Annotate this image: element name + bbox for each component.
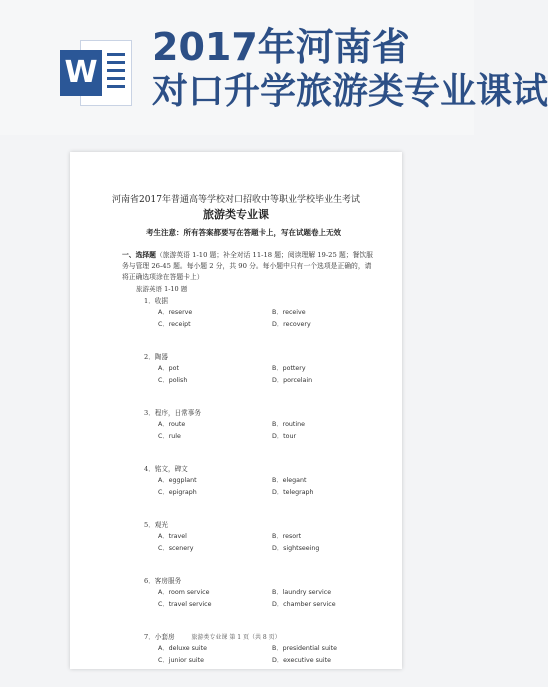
question-stem: 1．收据 xyxy=(144,297,168,305)
option-b: B．laundry service xyxy=(272,589,332,596)
option-b: B．presidential suite xyxy=(272,645,338,652)
option-d: D．sightseeing xyxy=(272,545,320,552)
option-d: D．executive suite xyxy=(272,657,331,664)
exam-notice: 考生注意：所有答案都要写在答题卡上，写在试题卷上无效 xyxy=(146,228,341,237)
option-c: C．travel service xyxy=(158,601,212,608)
question-list xyxy=(144,295,394,687)
option-b: B．pottery xyxy=(272,365,306,372)
option-c: C．epigraph xyxy=(158,489,197,496)
option-a: A．deluxe suite xyxy=(158,645,207,652)
question-stem: 2．陶器 xyxy=(144,353,168,361)
question-stem: 6．客房服务 xyxy=(144,577,182,585)
option-d: D．telegraph xyxy=(272,489,314,496)
option-c: C．polish xyxy=(158,377,188,384)
question-item xyxy=(144,295,394,351)
banner-title-line1: 2017年河南省 xyxy=(152,25,410,69)
option-b: B．resort xyxy=(272,533,302,540)
option-b: B．routine xyxy=(272,421,305,428)
option-a: A．room service xyxy=(158,589,210,596)
option-a: A．reserve xyxy=(158,309,193,316)
question-item xyxy=(144,519,394,575)
section-text: （旅游英语 1-10 题；补全对话 11-18 题；阅读理解 19-25 题；餐饮服务与管理 26-45 题。每小题 2 分，共 90 分。每小题中只有一个选项是正确的，请将正确选项涂在答题卡上） xyxy=(122,251,373,281)
section-instructions xyxy=(122,250,374,283)
option-a: A．travel xyxy=(158,533,187,540)
exam-header: 河南省2017年普通高等学校对口招收中等职业学校毕业生考试 xyxy=(112,195,360,205)
option-c: C．rule xyxy=(158,433,181,440)
question-item xyxy=(144,407,394,463)
banner-title xyxy=(152,24,548,114)
subsection-title: 旅游英语 1-10 题 xyxy=(136,285,188,293)
option-c: C．receipt xyxy=(158,321,191,328)
exam-subject: 旅游类专业课 xyxy=(203,208,269,221)
option-d: D．tour xyxy=(272,433,297,440)
document-page xyxy=(70,152,402,669)
option-a: A．pot xyxy=(158,365,179,372)
option-a: A．route xyxy=(158,421,186,428)
question-item xyxy=(144,575,394,631)
question-stem: 5．观光 xyxy=(144,521,168,529)
option-c: C．junior suite xyxy=(158,657,204,664)
option-c: C．scenery xyxy=(158,545,194,552)
banner-title-line2: 对口升学旅游类专业课试 xyxy=(152,71,548,112)
option-b: B．receive xyxy=(272,309,306,316)
question-item xyxy=(144,351,394,407)
question-stem: 7．小套房 xyxy=(144,633,175,641)
option-d: D．recovery xyxy=(272,321,311,328)
option-b: B．elegant xyxy=(272,477,307,484)
option-d: D．chamber service xyxy=(272,601,336,608)
question-item xyxy=(144,463,394,519)
section-label: 一、选择题 xyxy=(122,251,156,259)
word-letter-badge: W xyxy=(60,50,102,96)
question-stem: 3．程序，日常事务 xyxy=(144,409,201,417)
question-stem: 4．铭文，碑文 xyxy=(144,465,188,473)
option-d: D．porcelain xyxy=(272,377,313,384)
word-app-icon xyxy=(60,40,132,106)
banner xyxy=(0,0,548,135)
option-a: A．eggplant xyxy=(158,477,197,484)
page-footer: 旅游类专业课 第 1 页（共 8 页） xyxy=(191,634,281,641)
